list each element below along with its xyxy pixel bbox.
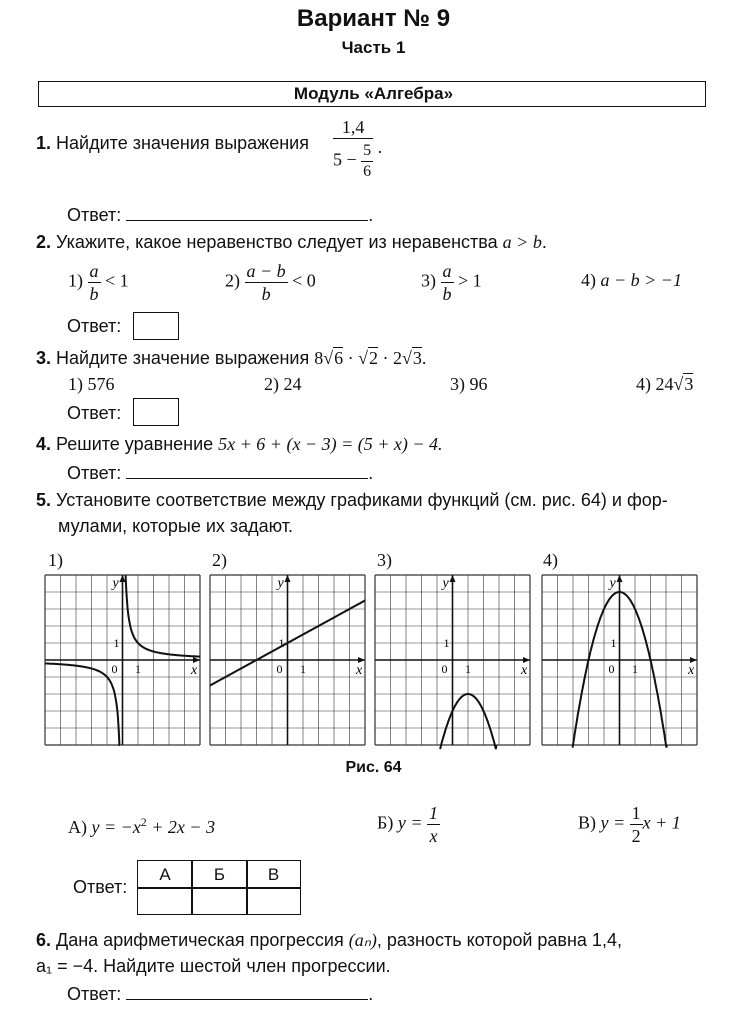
answer-line[interactable] [126, 202, 368, 221]
expr-tail: . [421, 348, 427, 368]
tick-x-one: 1 [465, 662, 471, 676]
figure-caption: Рис. 64 [345, 759, 402, 776]
expr-part: 2 [393, 348, 403, 368]
question-text: Решите уравнение [56, 434, 214, 454]
formula-den: 2 [631, 826, 641, 846]
axis-x-label: x [521, 663, 528, 678]
formula-num: 1 [631, 803, 641, 823]
question-number: 1. [36, 133, 52, 153]
question-text: Укажите, какое неравенство следует из неравенства [56, 232, 498, 252]
y-axis-arrow [617, 575, 623, 582]
question-number: 6. [36, 930, 52, 950]
axis-x-label: x [688, 663, 695, 678]
tick-x-one: 1 [300, 662, 306, 676]
origin-label: 0 [111, 662, 118, 676]
formula-den: x [429, 826, 438, 846]
question-5 [36, 490, 668, 511]
tick-y-one: 1 [443, 636, 450, 650]
axis-x-label: x [356, 663, 363, 678]
origin-label: 0 [276, 662, 283, 676]
question-text-b: , разность которой равна 1,4, [376, 930, 622, 950]
graph-1-label: 1) [48, 550, 63, 570]
axis-y-label: y [277, 576, 284, 591]
y-axis-arrow [450, 575, 456, 582]
q6-answer [67, 981, 373, 1005]
axis-y-label: y [442, 576, 449, 591]
axis-y-label: y [112, 576, 119, 591]
question-number: 3. [36, 348, 52, 368]
question-number: 2. [36, 232, 52, 252]
option-label: 2) [225, 270, 240, 291]
option-label: 1) [68, 270, 83, 291]
answer-cell-c[interactable] [246, 887, 301, 915]
axis-y-label: y [609, 576, 616, 591]
question-text: Найдите значения выражения [56, 133, 309, 153]
question-4 [36, 434, 443, 455]
q3-option-2[interactable]: 2) 24 [264, 374, 302, 394]
formula-a [68, 815, 215, 838]
tick-x-one: 1 [632, 662, 638, 676]
module-title: Модуль «Алгебра» [293, 84, 454, 103]
answer-tail: . [368, 984, 374, 1004]
q3-option-3[interactable]: 3) 96 [450, 374, 488, 394]
option-den: b [89, 284, 99, 304]
tick-x-one: 1 [135, 662, 141, 676]
question-3 [36, 348, 426, 369]
q1-den-den: 6 [363, 163, 372, 180]
option-num: a [442, 261, 452, 281]
graph-3-label: 3) [377, 550, 392, 570]
q1-answer [67, 202, 373, 226]
answer-cell-b[interactable] [191, 887, 248, 915]
option-text: 4) 24 [636, 374, 674, 394]
answer-label: Ответ: [67, 984, 122, 1004]
formula-rest: x + 1 [642, 812, 681, 833]
q2-answer-label: Ответ: [67, 316, 122, 336]
option-rest: > 1 [458, 270, 482, 291]
q4-equation: 5x + 6 + (x − 3) = (5 + x) − 4. [218, 434, 443, 454]
option-rest: < 0 [292, 270, 316, 291]
expr-root: 2 [369, 348, 379, 368]
table-header-a: А [137, 860, 193, 889]
q1-fraction [333, 118, 382, 180]
formula-sup: 2 [140, 815, 147, 829]
graphs-figure [0, 570, 747, 750]
formula-c [578, 804, 681, 845]
option-text: a − b > −1 [600, 270, 682, 290]
q3-option-4[interactable]: 4) 24√3 [636, 374, 694, 394]
answer-line[interactable] [126, 981, 368, 1000]
formula-text: y = −x [91, 817, 141, 837]
q1-numerator: 1,4 [333, 118, 373, 139]
graph-2-label: 2) [212, 550, 227, 570]
q1-den-num: 5 [361, 143, 373, 162]
q1-den-a: 5 − [333, 149, 357, 170]
option-rest: < 1 [105, 270, 129, 291]
answer-label: Ответ: [67, 205, 122, 225]
question-5-line2: мулами, которые их задают. [58, 516, 294, 536]
question-6 [36, 930, 622, 951]
question-text: Дана арифметическая прогрессия [56, 930, 344, 950]
q6-sequence: (aₙ) [348, 930, 377, 950]
question-number: 5. [36, 490, 52, 510]
tick-y-one: 1 [113, 636, 120, 650]
expr-root: 3 [412, 348, 422, 368]
question-2 [36, 232, 547, 253]
answer-line[interactable] [126, 460, 368, 479]
expr-dot: · [382, 348, 389, 368]
q3-option-1[interactable]: 1) 576 [68, 374, 115, 394]
expr-root: 6 [334, 348, 344, 368]
q3-answer-label: Ответ: [67, 403, 122, 423]
part-title: Часть 1 [341, 38, 406, 57]
tick-y-one: 1 [278, 636, 285, 650]
formula-label: В) [578, 812, 596, 833]
option-label: 4) [581, 270, 596, 290]
origin-label: 0 [441, 662, 448, 676]
q3-expression: 8√6 · √2 · 2√3. [314, 348, 427, 368]
answer-label: Ответ: [67, 463, 122, 483]
q2-condition: a > b [502, 232, 542, 252]
q2-option-2[interactable] [225, 262, 316, 303]
q4-answer [67, 460, 373, 484]
option-root: 3 [684, 374, 694, 394]
expr-dot: · [347, 348, 354, 368]
q2-option-3[interactable] [421, 262, 482, 303]
q2-option-4[interactable] [581, 270, 682, 291]
formula-label: А) [68, 817, 87, 837]
answer-cell-a[interactable] [137, 887, 193, 915]
formula-lhs: y = [600, 812, 626, 833]
axis-x-label: x [191, 663, 198, 678]
answer-tail: . [368, 463, 374, 483]
option-label: 3) [421, 270, 436, 291]
formula-num: 1 [428, 803, 438, 823]
formula-b [377, 804, 440, 845]
y-axis-arrow [285, 575, 291, 582]
question-text: Найдите значение выражения [56, 348, 310, 368]
q2-tail: . [541, 232, 547, 252]
option-num: a − b [246, 261, 286, 281]
table-header-b: Б [191, 860, 248, 889]
question-1 [36, 133, 309, 154]
option-den: b [261, 284, 271, 304]
q3-answer-box[interactable] [133, 398, 179, 426]
formula-rest: + 2x − 3 [151, 817, 216, 837]
formula-label: Б) [377, 812, 394, 833]
variant-title: Вариант № 9 [296, 5, 451, 32]
q2-answer-box[interactable] [133, 312, 179, 340]
q2-option-1[interactable] [68, 262, 129, 303]
formula-lhs: y = [397, 812, 423, 833]
question-number: 4. [36, 434, 52, 454]
graph-4-label: 4) [543, 550, 558, 570]
question-6-line2: a₁ = −4. Найдите шестой член прогрессии. [36, 956, 391, 976]
q5-answer-label: Ответ: [73, 877, 128, 897]
answer-tail: . [368, 205, 374, 225]
y-axis-arrow [120, 575, 126, 582]
expr-part: 8 [314, 348, 324, 368]
table-header-c: В [246, 860, 301, 889]
question-text-line1: Установите соответствие между графиками функций (см. рис. 64) и фор- [56, 490, 668, 510]
q1-tail: . [377, 137, 383, 158]
option-den: b [442, 284, 452, 304]
tick-y-one: 1 [610, 636, 617, 650]
option-num: a [89, 261, 99, 281]
origin-label: 0 [608, 662, 615, 676]
